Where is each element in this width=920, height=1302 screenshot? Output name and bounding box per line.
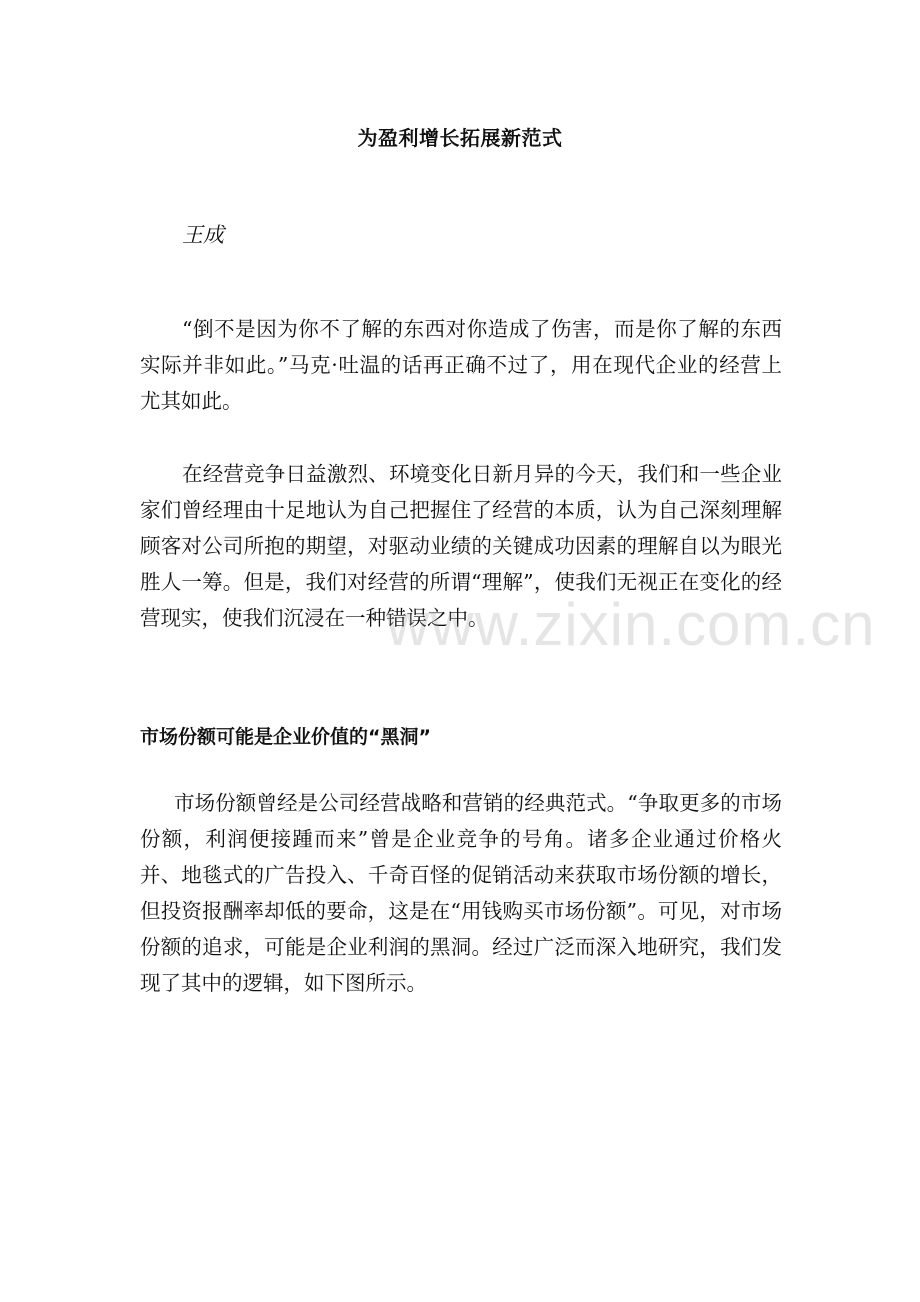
author-name: 王成 — [182, 223, 224, 247]
section-paragraph: 市场份额曾经是公司经营战略和营销的经典范式。“争取更多的市场份额，利润便接踵而来”曾是企业竞争的号角。诸多企业通过价格火并、地毯式的广告投入、千奇百怪的促销活动来获取市场份额的增长，但投资报酬率却低的要命，这是在“用钱购买市场份额”。可见，对市场份额的追求，可能是企业利润的黑洞。经过广泛而深入地研究，我们发现了其中的逻辑，如下图所示。 — [140, 791, 782, 995]
paragraph-2: 在经营竞争日益激烈、环境变化日新月异的今天，我们和一些企业家们曾经理由十足地认为自己把握住了经营的本质，认为自己深刻理解顾客对公司所抱的期望，对驱动业绩的关键成功因素的理解自以为眼光胜人一筹。但是，我们对经营的所谓“理解”，使我们无视正在变化的经营现实，使我们沉浸在一种错误之中。 — [140, 462, 782, 630]
paragraph-1: “倒不是因为你不了解的东西对你造成了伤害，而是你了解的东西实际并非如此。”马克·吐温的话再正确不过了，用在现代企业的经营上尤其如此。 — [140, 317, 782, 413]
document-title: 为盈利增长拓展新范式 — [357, 126, 563, 150]
watermark: www.zixin.com.cn — [386, 591, 876, 658]
section-heading: 市场份额可能是企业价值的“黑洞” — [140, 726, 431, 748]
